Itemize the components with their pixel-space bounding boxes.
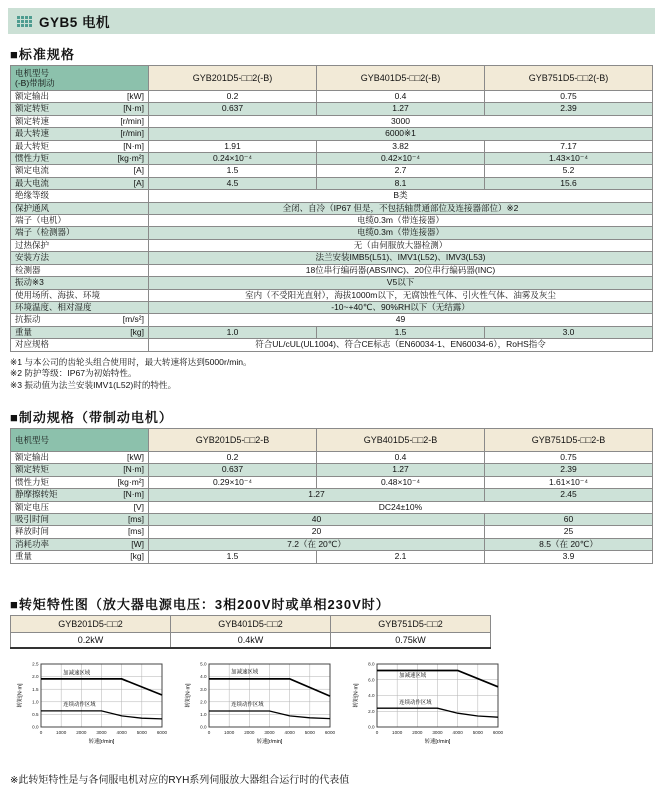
spec-row — [11, 289, 653, 301]
spec-row-label: 额定电流 — [15, 165, 50, 176]
spec-value-cell: 1.5 — [149, 551, 317, 563]
torque-chart-block — [184, 659, 334, 760]
spec-row-unit: [kg] — [130, 551, 144, 562]
svg-text:4.0: 4.0 — [200, 674, 207, 680]
spec-row — [11, 103, 653, 115]
svg-text:5000: 5000 — [304, 730, 315, 736]
spec-value-cell: 60 — [485, 514, 653, 526]
torque-footnote: ※此转矩特性是与各伺服电机对应的RYH系列伺服放大器组合运行时的代表值 — [10, 775, 350, 787]
svg-text:1.0: 1.0 — [32, 699, 39, 705]
spec-value-cell: 0.75 — [485, 452, 653, 464]
svg-text:5000: 5000 — [472, 730, 483, 736]
spec-row-unit: [W] — [131, 538, 144, 549]
spec-row-label: 对应规格 — [15, 339, 50, 350]
svg-text:转速[r/min]: 转速[r/min] — [424, 739, 451, 746]
svg-text:0: 0 — [375, 730, 379, 736]
svg-text:1.5: 1.5 — [32, 686, 39, 692]
spec-row-unit: [ms] — [127, 526, 144, 537]
spec-row-unit: [kg·m²] — [117, 476, 144, 487]
spec-value-cell: 0.2 — [149, 452, 317, 464]
spec-value-cell: 0.24×10⁻⁴ — [149, 153, 317, 165]
spec-row-unit: [kg·m²] — [117, 153, 144, 164]
model-number-header-line: (-B)带制动 — [15, 78, 55, 88]
spec-value-cell: 2.1 — [317, 551, 485, 563]
spec-value-cell: 40 — [149, 514, 485, 526]
spec-row-label-cell — [11, 526, 149, 538]
spec-row — [11, 277, 653, 289]
spec-row — [11, 264, 653, 276]
spec-value-cell: 49 — [149, 314, 653, 326]
spec-row-unit: [r/min] — [120, 115, 144, 126]
spec-row-unit: [A] — [133, 165, 144, 176]
spec-row-label: 最大转速 — [15, 128, 50, 139]
spec-value-cell: 3.0 — [485, 326, 653, 338]
spec-row-label-cell — [11, 227, 149, 239]
spec-row-label-cell — [11, 514, 149, 526]
svg-text:连续动作区域: 连续动作区域 — [63, 702, 96, 709]
spec-row-label-cell — [11, 277, 149, 289]
spec-value-cell: 0.42×10⁻⁴ — [317, 153, 485, 165]
spec-row-label: 额定转矩 — [15, 103, 50, 114]
spec-row-label-cell — [11, 452, 149, 464]
spec-value-cell: 8.1 — [317, 177, 485, 189]
svg-text:0.0: 0.0 — [368, 724, 375, 730]
torque-chart — [16, 659, 166, 755]
spec-row-label: 额定输出 — [15, 452, 50, 463]
model-number-header — [11, 429, 149, 452]
spec-value-cell: 6000※1 — [149, 128, 653, 140]
spec-value-cell: 室内（不受阳光直射），海拔1000m以下，无腐蚀性气体、引火性气体、油雾及灰尘 — [149, 289, 653, 301]
svg-text:3000: 3000 — [264, 730, 275, 736]
spec-row-label: 释放时间 — [15, 526, 50, 537]
spec-value-cell: 7.17 — [485, 140, 653, 152]
spec-value-cell: 1.0 — [149, 326, 317, 338]
spec-value-cell: 20 — [149, 526, 485, 538]
spec-value-cell: 1.5 — [149, 165, 317, 177]
spec-row-label: 额定电压 — [15, 501, 50, 512]
svg-text:5000: 5000 — [136, 730, 147, 736]
spec-row-label: 过热保护 — [15, 239, 50, 250]
spec-value-cell: 无（由伺服放大器检测） — [149, 239, 653, 251]
spec-row — [11, 538, 653, 550]
torque-model-header: GYB751D5-□□2 — [331, 615, 491, 632]
svg-text:4.0: 4.0 — [368, 693, 375, 699]
spec-row — [11, 140, 653, 152]
model-header-cell: GYB751D5-□□2-B — [485, 429, 653, 452]
spec-row-label-cell — [11, 202, 149, 214]
svg-text:6000: 6000 — [156, 730, 168, 736]
svg-text:1000: 1000 — [56, 730, 67, 736]
spec-row-label: 消耗功率 — [15, 538, 50, 549]
standard-specs-table — [10, 65, 653, 352]
svg-text:1.0: 1.0 — [200, 712, 207, 718]
spec-row-label: 抗振动 — [15, 314, 41, 325]
spec-value-cell: 1.27 — [149, 489, 485, 501]
spec-row — [11, 489, 653, 501]
spec-value-cell: 5.2 — [485, 165, 653, 177]
spec-row-unit: [kg] — [130, 326, 144, 337]
spec-row-label-cell — [11, 128, 149, 140]
spec-row-label-cell — [11, 489, 149, 501]
spec-row-label: 检测器 — [15, 264, 41, 275]
svg-text:3.0: 3.0 — [200, 686, 207, 692]
spec-row-label-cell — [11, 140, 149, 152]
spec-value-cell: 2.45 — [485, 489, 653, 501]
spec-row-label-cell — [11, 551, 149, 563]
spec-value-cell: DC24±10% — [149, 501, 653, 513]
spec-row — [11, 227, 653, 239]
spec-row-unit: [r/min] — [120, 128, 144, 139]
spec-row — [11, 526, 653, 538]
torque-model-power: 0.75kW — [331, 632, 491, 648]
spec-row-label: 重量 — [15, 326, 33, 337]
spec-row — [11, 301, 653, 313]
svg-text:2.0: 2.0 — [368, 709, 375, 715]
spec-row-unit: [kW] — [127, 91, 144, 101]
spec-row-label-cell — [11, 177, 149, 189]
svg-text:4000: 4000 — [116, 730, 127, 736]
svg-text:2.0: 2.0 — [32, 674, 39, 680]
svg-text:8.0: 8.0 — [368, 661, 375, 667]
spec-value-cell: V5以下 — [149, 277, 653, 289]
spec-row-label-cell — [11, 115, 149, 127]
spec-value-cell: 1.91 — [149, 140, 317, 152]
spec-row-label-cell — [11, 289, 149, 301]
svg-text:6000: 6000 — [492, 730, 504, 736]
spec-row-unit: [kW] — [127, 452, 144, 463]
spec-value-cell: 全闭、自冷（IP67 但是，不包括轴贯通部位及连接器部位）※2 — [149, 202, 653, 214]
spec-row-label: 额定转速 — [15, 115, 50, 126]
svg-text:0: 0 — [39, 730, 43, 736]
svg-text:5.0: 5.0 — [200, 661, 207, 667]
spec-row-unit: [N·m] — [123, 103, 144, 114]
spec-row-label: 绝缘等级 — [15, 190, 50, 201]
spec-row-label: 使用场所、海拔、环境 — [15, 289, 101, 300]
spec-row — [11, 452, 653, 464]
spec-row-unit: [N·m] — [123, 140, 144, 151]
model-header-cell: GYB401D5-□□2-B — [317, 429, 485, 452]
spec-value-cell: 3.9 — [485, 551, 653, 563]
spec-value-cell: 电缆0.3m（带连接器） — [149, 215, 653, 227]
spec-value-cell: 25 — [485, 526, 653, 538]
spec-row-label-cell — [11, 476, 149, 488]
spec-value-cell: 1.61×10⁻⁴ — [485, 476, 653, 488]
spec-row — [11, 476, 653, 488]
svg-text:0.0: 0.0 — [32, 724, 39, 730]
svg-text:0: 0 — [207, 730, 211, 736]
spec-row-label-cell — [11, 464, 149, 476]
svg-text:转矩[N·m]: 转矩[N·m] — [17, 683, 24, 708]
svg-text:2.0: 2.0 — [200, 699, 207, 705]
spec-value-cell: 0.75 — [485, 91, 653, 103]
spec-row-unit: [A] — [133, 177, 144, 188]
torque-chart-block — [16, 659, 166, 760]
torque-model-header: GYB201D5-□□2 — [11, 615, 171, 632]
spec-value-cell: 3000 — [149, 115, 653, 127]
spec-value-cell: 18位串行编码器(ABS/INC)、20位串行编码器(INC) — [149, 264, 653, 276]
spec-row — [11, 202, 653, 214]
spec-value-cell: 2.39 — [485, 464, 653, 476]
spec-row-label: 保护通风 — [15, 202, 50, 213]
svg-text:2000: 2000 — [76, 730, 87, 736]
spec-row — [11, 177, 653, 189]
spec-row-label-cell — [11, 301, 149, 313]
torque-chart — [184, 659, 334, 755]
spec-note: ※1 与本公司的齿轮头组合使用时，最大转速将达到5000r/min。 — [10, 356, 252, 367]
model-header-cell: GYB401D5-□□2(-B) — [317, 66, 485, 91]
spec-row — [11, 91, 653, 103]
brake-specs-table — [10, 428, 653, 564]
section-heading-brake-specs: ■制动规格（带制动电机） — [10, 410, 173, 426]
spec-row-label-cell — [11, 339, 149, 351]
spec-row-unit: [m/s²] — [122, 314, 144, 325]
spec-row-label-cell — [11, 501, 149, 513]
spec-row — [11, 165, 653, 177]
grid-dots-icon — [17, 16, 32, 27]
svg-text:2000: 2000 — [244, 730, 255, 736]
model-number-header-line: 电机型号 — [15, 435, 50, 446]
model-header-cell: GYB751D5-□□2(-B) — [485, 66, 653, 91]
spec-row — [11, 239, 653, 251]
spec-value-cell: 0.29×10⁻⁴ — [149, 476, 317, 488]
torque-model-power: 0.2kW — [11, 632, 171, 648]
spec-value-cell: 7.2（在 20℃） — [149, 538, 485, 550]
spec-value-cell: 法兰安装IMB5(L51)、IMV1(L52)、IMV3(L53) — [149, 252, 653, 264]
torque-model-power: 0.4kW — [171, 632, 331, 648]
spec-row-label-cell — [11, 91, 149, 103]
spec-row — [11, 514, 653, 526]
spec-value-cell: 0.4 — [317, 452, 485, 464]
spec-row-unit: [V] — [133, 501, 144, 512]
spec-value-cell: 2.39 — [485, 103, 653, 115]
svg-text:1000: 1000 — [392, 730, 403, 736]
page-title-bar — [8, 8, 655, 34]
standard-specs-notes — [10, 357, 663, 392]
spec-row-label-cell — [11, 538, 149, 550]
spec-row-unit: [N·m] — [123, 489, 144, 500]
svg-text:0.5: 0.5 — [32, 712, 39, 718]
model-number-header — [11, 66, 149, 91]
spec-row-label-cell — [11, 264, 149, 276]
spec-row — [11, 252, 653, 264]
spec-value-cell: 1.5 — [317, 326, 485, 338]
spec-row-label: 安装方法 — [15, 252, 50, 263]
spec-note: ※2 防护等级：IP67为初始特性。 — [10, 368, 137, 379]
spec-row-label: 端子（电机） — [15, 215, 67, 226]
spec-row-label: 最大电流 — [15, 177, 50, 188]
spec-row-label-cell — [11, 103, 149, 115]
spec-row — [11, 215, 653, 227]
spec-value-cell: 0.637 — [149, 464, 317, 476]
spec-value-cell: 1.43×10⁻⁴ — [485, 153, 653, 165]
spec-row-label-cell — [11, 239, 149, 251]
spec-value-cell: 4.5 — [149, 177, 317, 189]
svg-text:连续动作区域: 连续动作区域 — [399, 699, 432, 706]
spec-value-cell: 1.27 — [317, 464, 485, 476]
spec-value-cell: B类 — [149, 190, 653, 202]
torque-models-table — [10, 615, 491, 650]
svg-text:2.5: 2.5 — [32, 661, 39, 667]
svg-text:0.0: 0.0 — [200, 724, 207, 730]
svg-text:4000: 4000 — [452, 730, 463, 736]
spec-row-label: 吸引时间 — [15, 514, 50, 525]
svg-text:转速[r/min]: 转速[r/min] — [256, 739, 283, 746]
spec-row-label: 最大转矩 — [15, 140, 50, 151]
spec-value-cell: 2.7 — [317, 165, 485, 177]
spec-row-label: 静摩擦转矩 — [15, 489, 58, 500]
spec-row-label-cell — [11, 153, 149, 165]
page-title: GYB5 电机 — [39, 15, 111, 30]
svg-text:转矩[N·m]: 转矩[N·m] — [185, 683, 192, 708]
spec-value-cell: 15.6 — [485, 177, 653, 189]
section-heading-standard-specs: ■标准规格 — [10, 47, 75, 62]
spec-row-label: 重量 — [15, 551, 33, 562]
svg-text:加减速区域: 加减速区域 — [231, 669, 259, 676]
svg-text:加减速区域: 加减速区域 — [399, 673, 427, 680]
spec-value-cell: 1.27 — [317, 103, 485, 115]
torque-charts-row — [16, 659, 663, 760]
spec-row — [11, 551, 653, 563]
spec-value-cell: 0.4 — [317, 91, 485, 103]
spec-row-label: 环境温度、相对湿度 — [15, 301, 92, 312]
svg-text:4000: 4000 — [284, 730, 295, 736]
section-heading-torque-charts: ■转矩特性图（放大器电源电压：3相200V时或单相230V时） — [10, 596, 390, 612]
spec-row — [11, 115, 653, 127]
spec-value-cell: 0.48×10⁻⁴ — [317, 476, 485, 488]
svg-text:转矩[N·m]: 转矩[N·m] — [353, 683, 360, 708]
svg-text:加减速区域: 加减速区域 — [63, 670, 91, 677]
svg-text:转速[r/min]: 转速[r/min] — [88, 739, 115, 746]
spec-row-label: 额定输出 — [15, 91, 50, 101]
spec-row — [11, 190, 653, 202]
spec-row — [11, 326, 653, 338]
torque-model-header: GYB401D5-□□2 — [171, 615, 331, 632]
spec-row-label-cell — [11, 314, 149, 326]
spec-value-cell: 符合UL/cUL(UL1004)、符合CE标志（EN60034-1、EN60034-6），RoHS指令 — [149, 339, 653, 351]
spec-row-label: 端子（检测器） — [15, 227, 75, 238]
svg-text:连续动作区域: 连续动作区域 — [231, 702, 264, 709]
spec-note: ※3 振动值为法兰安装IMV1(L52)时的特性。 — [10, 379, 177, 390]
torque-chart-block — [352, 659, 502, 760]
spec-row-label-cell — [11, 326, 149, 338]
spec-row-unit: [ms] — [127, 514, 144, 525]
spec-row — [11, 501, 653, 513]
spec-value-cell: 3.82 — [317, 140, 485, 152]
svg-text:3000: 3000 — [96, 730, 107, 736]
svg-text:2000: 2000 — [412, 730, 423, 736]
spec-row — [11, 153, 653, 165]
spec-value-cell: 0.2 — [149, 91, 317, 103]
svg-text:6.0: 6.0 — [368, 677, 375, 683]
model-header-cell: GYB201D5-□□2(-B) — [149, 66, 317, 91]
spec-value-cell: 0.637 — [149, 103, 317, 115]
svg-text:6000: 6000 — [324, 730, 336, 736]
spec-row-label-cell — [11, 252, 149, 264]
svg-text:3000: 3000 — [432, 730, 443, 736]
spec-row-label-cell — [11, 190, 149, 202]
spec-row — [11, 314, 653, 326]
spec-row-unit: [N·m] — [123, 464, 144, 475]
spec-value-cell: -10~+40℃、90%RH以下（无结露） — [149, 301, 653, 313]
spec-row-label: 振动※3 — [15, 277, 44, 288]
spec-value-cell: 8.5（在 20℃） — [485, 538, 653, 550]
spec-row-label: 惯性力矩 — [15, 153, 50, 164]
spec-row — [11, 464, 653, 476]
svg-text:1000: 1000 — [224, 730, 235, 736]
spec-row-label-cell — [11, 215, 149, 227]
model-header-cell: GYB201D5-□□2-B — [149, 429, 317, 452]
torque-chart — [352, 659, 502, 755]
spec-row-label-cell — [11, 165, 149, 177]
spec-row-label: 惯性力矩 — [15, 476, 50, 487]
spec-value-cell: 电缆0.3m（带连接器） — [149, 227, 653, 239]
spec-row — [11, 128, 653, 140]
spec-row — [11, 339, 653, 351]
model-number-header-line: 电机型号 — [15, 68, 50, 78]
spec-row-label: 额定转矩 — [15, 464, 50, 475]
